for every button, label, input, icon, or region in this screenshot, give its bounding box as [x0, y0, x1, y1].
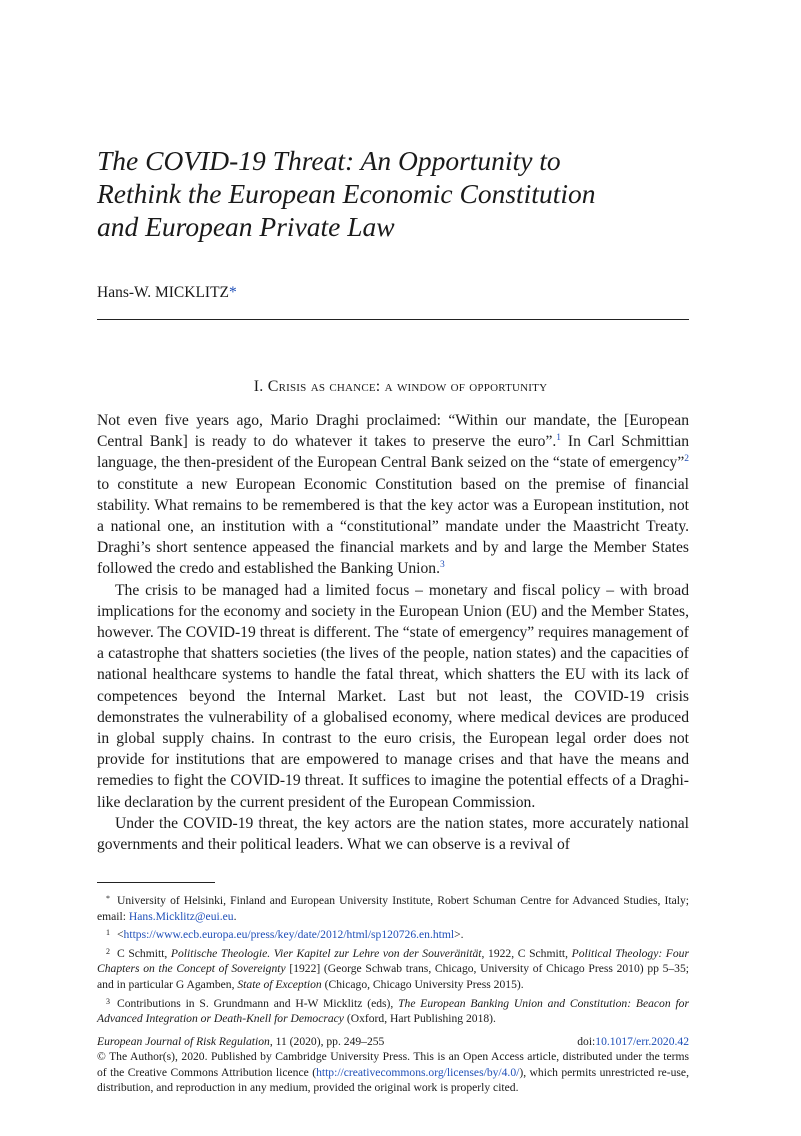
paragraph	[97, 410, 689, 580]
footnote	[97, 925, 689, 943]
footnote-divider	[97, 882, 215, 883]
footnotes	[97, 891, 689, 1028]
title-line: Rethink the European Economic Constitution	[97, 178, 596, 209]
body-text	[97, 410, 689, 855]
footnote-ref-2[interactable]: 2	[684, 454, 689, 465]
doi-label: doi:	[577, 1035, 596, 1048]
doi	[577, 1034, 689, 1049]
footnote-text: (Chicago, Chicago University Press 2015).	[321, 977, 524, 991]
footnote-mark: 3	[106, 996, 110, 1006]
footnote-ref-1[interactable]: 1	[556, 433, 562, 444]
paragraph: The crisis to be managed had a limited focus – monetary and fiscal policy – with broad implications for the economy and society in the European Union (EU) and the Member States, however. The COVID-19 threat is different. The “state of emergency” requires management of a catastrophe that shatters societies (the lives of the people, nation states) and the capacities of national healthcare systems to handle the fatal threat, which shatters the EU with its lack of competences beyond the Internal Market. Last but not least, the COVID-19 crisis demonstrates the vulnerability of a globalised economy, where medical devices are produced in global supply chains. In contrast to the euro crisis, the European legal order does not provide for institutions that are empowered to manage crises and that have the means and remedies to fight the COVID-19 threat. It suffices to imagine the potential effects of a Draghi-like declaration by the current president of the European Commission.	[97, 581, 689, 811]
citation-row	[97, 1034, 689, 1049]
url-link[interactable]: https://www.ecb.europa.eu/press/key/date/2012/html/sp120726.en.html	[123, 928, 455, 942]
title-line: and European Private Law	[97, 211, 395, 242]
footnote-title: Politische Theologie. Vier Kapitel zur Lehre von der Souveränität	[170, 946, 482, 960]
footnote-text: , 1922, C Schmitt,	[481, 946, 572, 960]
paragraph: Under the COVID-19 threat, the key actors are the nation states, more accurately national governments and their political leaders. What we can observe is a revival of	[97, 814, 689, 854]
section-heading	[0, 378, 801, 396]
license-link[interactable]: http://creativecommons.org/licenses/by/4.0/	[316, 1065, 520, 1079]
title-divider	[97, 319, 689, 320]
text-run: Not even five years ago, Mario Draghi proclaimed: “Within our mandate, the [European Central Bank] is ready to do whatever it takes to preserve the euro”.	[97, 412, 689, 451]
doi-link[interactable]: 10.1017/err.2020.42	[595, 1035, 689, 1048]
journal-name: European Journal of Risk Regulation	[97, 1035, 270, 1048]
footnote-title: The European Banking Union and Constitution: Beacon for Advanced Integration or Death-Knell for Democracy	[97, 996, 689, 1026]
license-part: © The Author(s), 2020. Published by Cambridge University Press. This is an Open Access article, distributed under the terms of the Creative Commons Attribution licence (	[97, 1050, 689, 1079]
footnote-text: >.	[454, 928, 464, 942]
footnote-mark: 2	[106, 946, 110, 956]
page-footer	[97, 1034, 689, 1096]
footnote	[97, 944, 689, 993]
license-part: ), which permits unrestricted re-use, distribution, and reproduction in any medium, provided the original work is properly cited.	[97, 1065, 689, 1095]
footnote-text: .	[233, 909, 237, 923]
text-run: In Carl Schmittian language, the then-president of the European Central Bank seized on the “state of emergency”	[97, 433, 689, 472]
section-title: Crisis as chance: a window of opportunity	[267, 378, 548, 395]
author-footnote-link[interactable]: *	[229, 284, 237, 301]
footnote-text: Contributions in S. Grundmann and H-W Micklitz (eds),	[117, 996, 399, 1010]
title-line: The COVID-19 Threat: An Opportunity to	[97, 145, 561, 176]
footnote-text: <	[117, 928, 124, 942]
author-name: Hans-W. MICKLITZ	[97, 284, 230, 301]
footnote-title: Political Theology: Four Chapters on the Concept of Sovereignty	[97, 946, 689, 976]
footnote	[97, 994, 689, 1027]
journal-volume: , 11 (2020), pp. 249–255	[269, 1035, 385, 1048]
footnote-ref-3[interactable]: 3	[439, 560, 445, 571]
author-line	[97, 284, 237, 302]
text-run: to constitute a new European Economic Constitution based on the premise of financial stability. What remains to be remembered is that the key actor was a European institution, not a national one, an institution with a “constitutional” mandate under the Maastricht Treaty. Draghi’s short sentence appeased the financial markets and by and large the Member States followed the credo and established the Banking Union.	[97, 475, 689, 578]
footnote-text: C Schmitt,	[117, 946, 171, 960]
footnote-text: [1922] (George Schwab trans, Chicago, University of Chicago Press 2010) pp 5–35; and in particular G Agamben,	[97, 962, 690, 991]
footnote-title: State of Exception	[237, 977, 322, 991]
section-number: I.	[253, 378, 264, 395]
journal-citation	[97, 1034, 384, 1049]
email-link[interactable]: Hans.Micklitz@eui.eu	[128, 909, 234, 923]
footnote-text: (Oxford, Hart Publishing 2018).	[343, 1012, 496, 1026]
footnote-mark: *	[106, 894, 110, 903]
footnote	[97, 891, 689, 924]
article-title	[97, 144, 697, 243]
footnote-text: University of Helsinki, Finland and European University Institute, Robert Schuman Centre for Advanced Studies, Italy; email:	[97, 894, 689, 923]
footnote-mark: 1	[106, 928, 110, 938]
license-text	[97, 1049, 689, 1095]
